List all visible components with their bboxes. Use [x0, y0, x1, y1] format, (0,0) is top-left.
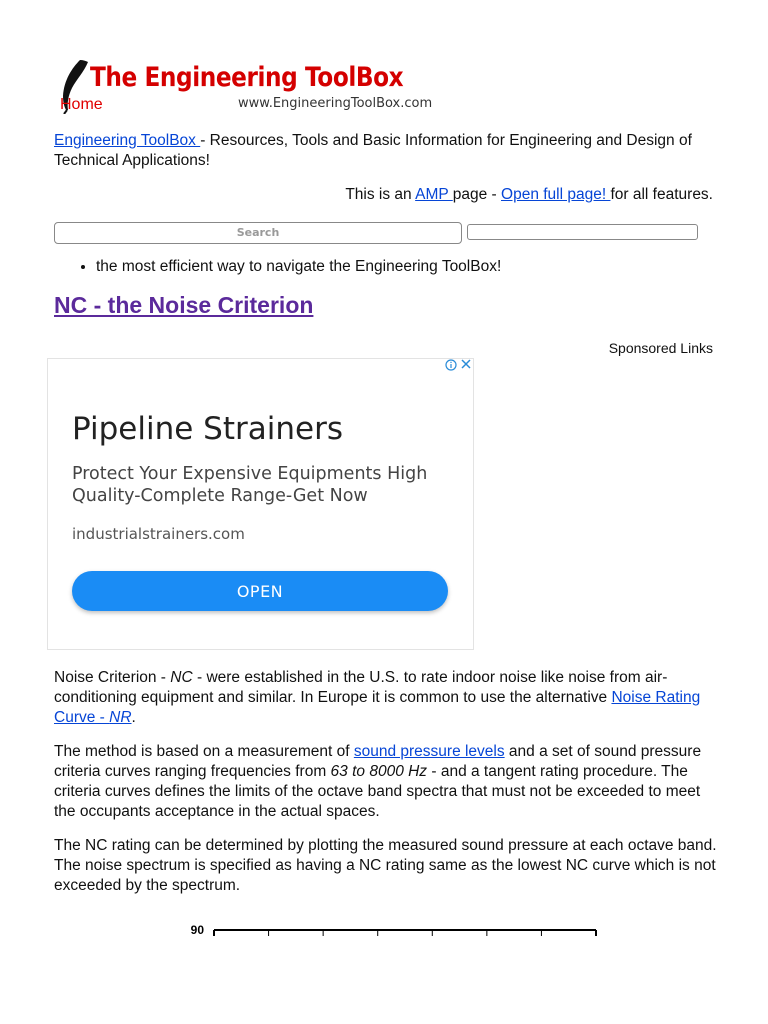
advertisement[interactable]	[47, 358, 474, 650]
em-text: NC	[170, 669, 193, 686]
open-full-page-link[interactable]: Open full page!	[501, 186, 611, 203]
logo-title: The Engineering ToolBox	[90, 62, 404, 93]
paragraph-nc-rating	[54, 836, 718, 896]
search-input[interactable]: Search	[54, 222, 462, 244]
engineering-toolbox-link[interactable]: Engineering ToolBox	[54, 132, 201, 149]
text: and a set of sound pressure criteria curves ranging frequencies from	[54, 743, 702, 780]
site-logo[interactable]	[58, 58, 433, 116]
text: - were established in the U.S. to rate indoor noise like noise from air-conditioning equipment and similar. In Europe it is common to use the alternative	[54, 669, 668, 706]
y-tick-label: 90	[190, 923, 204, 937]
ad-domain[interactable]: industrialstrainers.com	[72, 525, 245, 543]
text: The method is based on a measurement of	[54, 743, 354, 760]
amp-suffix: for all features.	[610, 186, 713, 203]
ad-open-button[interactable]: OPEN	[72, 571, 448, 611]
page-title	[54, 292, 313, 319]
paragraph-nc-intro	[54, 668, 718, 728]
intro-description: - Resources, Tools and Basic Information for Engineering and Design of Technical Applications!	[54, 132, 692, 169]
paragraph-method	[54, 742, 718, 822]
nc-curves-chart	[180, 912, 610, 1024]
ad-description: Protect Your Expensive Equipments High Quality-Complete Range-Get Now	[72, 464, 428, 506]
sound-pressure-levels-link[interactable]: sound pressure levels	[353, 743, 505, 760]
ad-badges	[443, 359, 473, 374]
amp-middle: page -	[452, 186, 502, 203]
link-em: NR	[109, 709, 132, 726]
text: Noise Criterion -	[54, 669, 171, 686]
sponsored-label: Sponsored Links	[608, 340, 713, 356]
text: - and a tangent rating procedure. The criteria curves defines the limits of the octave band spectra that must not be exceeded to meet the occupants acceptance in the actual spaces.	[54, 763, 701, 820]
info-icon[interactable]	[443, 359, 458, 374]
ad-headline[interactable]: Pipeline Strainers	[72, 411, 343, 447]
feature-list	[78, 258, 501, 276]
em-text: 63 to 8000 Hz	[330, 763, 428, 780]
amp-notice	[345, 186, 713, 204]
close-icon[interactable]	[458, 359, 473, 374]
logo-url: www.EngineeringToolBox.com	[238, 96, 433, 111]
page-title-link[interactable]: NC - the Noise Criterion	[54, 292, 314, 318]
link-text: Noise Rating Curve -	[54, 689, 701, 726]
text: The NC rating can be determined by plotting the measured sound pressure at each octave band. The noise spectrum is specified as having a NC rating same as the lowest NC curve which is not exceeded by the spectrum.	[54, 837, 717, 894]
home-link[interactable]: Home	[60, 96, 103, 113]
list-item: • the most efficient way to navigate the Engineering ToolBox!	[96, 258, 501, 276]
text: .	[131, 709, 136, 726]
search-secondary-input[interactable]	[467, 224, 698, 240]
amp-link[interactable]: AMP	[415, 186, 453, 203]
intro-text	[54, 131, 714, 171]
amp-prefix: This is an	[345, 186, 416, 203]
